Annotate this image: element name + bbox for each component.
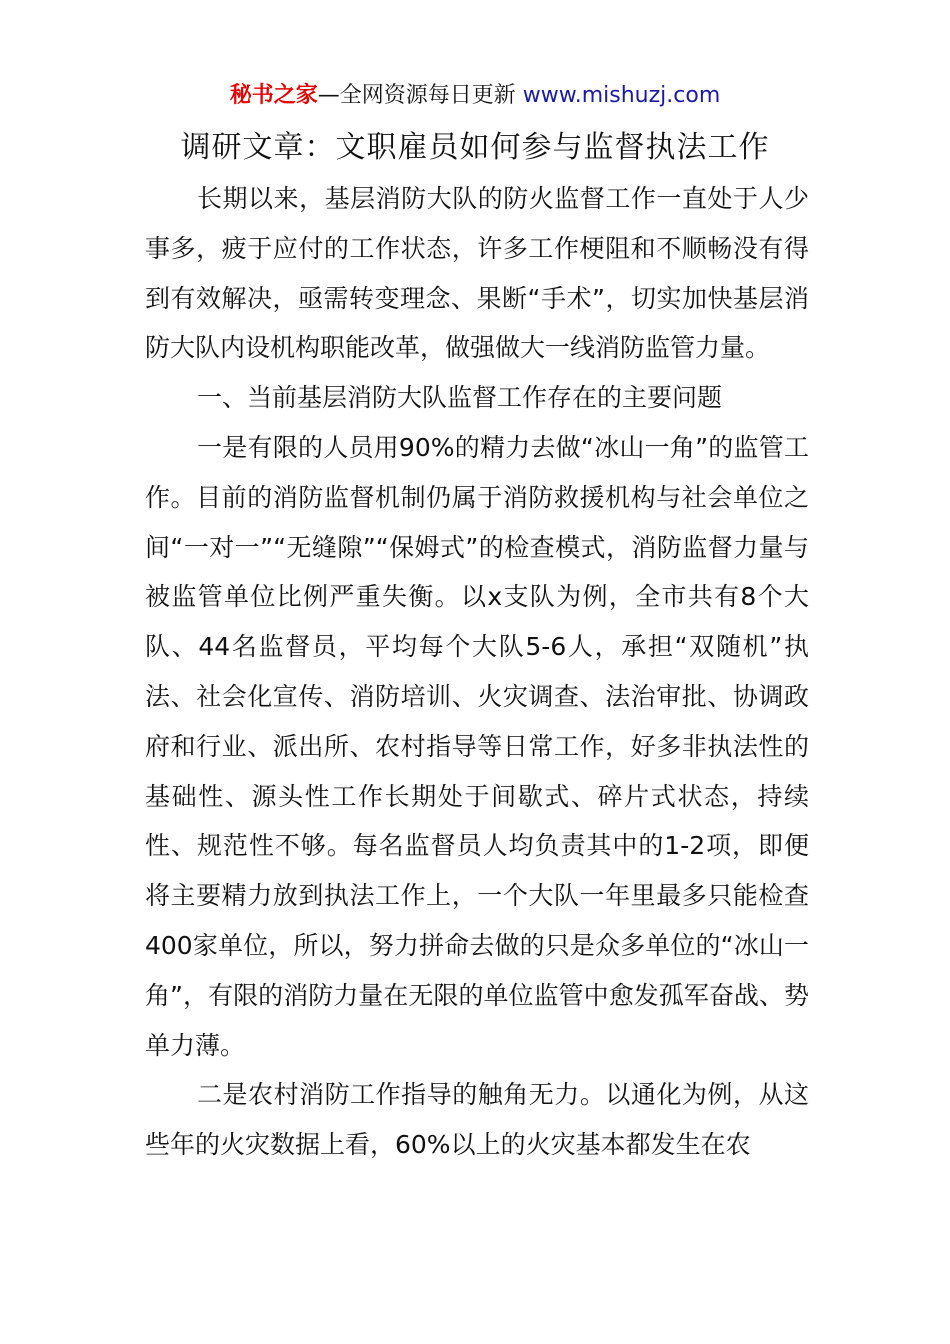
site-brand: 秘书之家 [229,83,318,108]
paragraph-issue-one: 一是有限的人员用90%的精力去做“冰山一角”的监管工作。目前的消防监督机制仍属于消防救援机构与社会单位之间“一对一”“无缝隙”“保姆式”的检查模式，消防监督力量与被监管单位比例严重失衡。以x支队为例，全市共有8个大队、44名监督员，平均每个大队5-6人，承担“双随机”执法、社会化宣传、消防培训、火灾调查、法治审批、协调政府和行业、派出所、农村指导等日常工作，好多非执法性的基础性、源头性工作长期处于间歇式、碎片式状态，持续性、规范性不够。每名监督员人均负责其中的1-2项，即便将主要精力放到执法工作上，一个大队一年里最多只能检查400家单位，所以，努力拼命去做的只是众多单位的“冰山一角”，有限的消防力量在无限的单位监管中愈发孤军奋战、势单力薄。 [145,432,809,1060]
site-header [0,80,950,112]
document-title: 调研文章：文职雇员如何参与监督执法工作 [180,130,770,165]
site-url[interactable]: www.mishuzj.com [522,83,721,108]
site-tagline: —全网资源每日更新 [317,83,516,108]
paragraph-issue-two: 二是农村消防工作指导的触角无力。以通化为例，从这些年的火灾数据上看，60%以上的火灾基本都发生在农 [145,1080,809,1160]
section-heading: 一、当前基层消防大队监督工作存在的主要问题 [197,383,723,413]
paragraph-intro: 长期以来，基层消防大队的防火监督工作一直处于人少事多，疲于应付的工作状态，许多工作梗阻和不顺畅没有得到有效解决，亟需转变理念、果断“手术”，切实加快基层消防大队内设机构职能改革，做强做大一线消防监管力量。 [145,184,809,363]
document-body [145,174,809,1170]
